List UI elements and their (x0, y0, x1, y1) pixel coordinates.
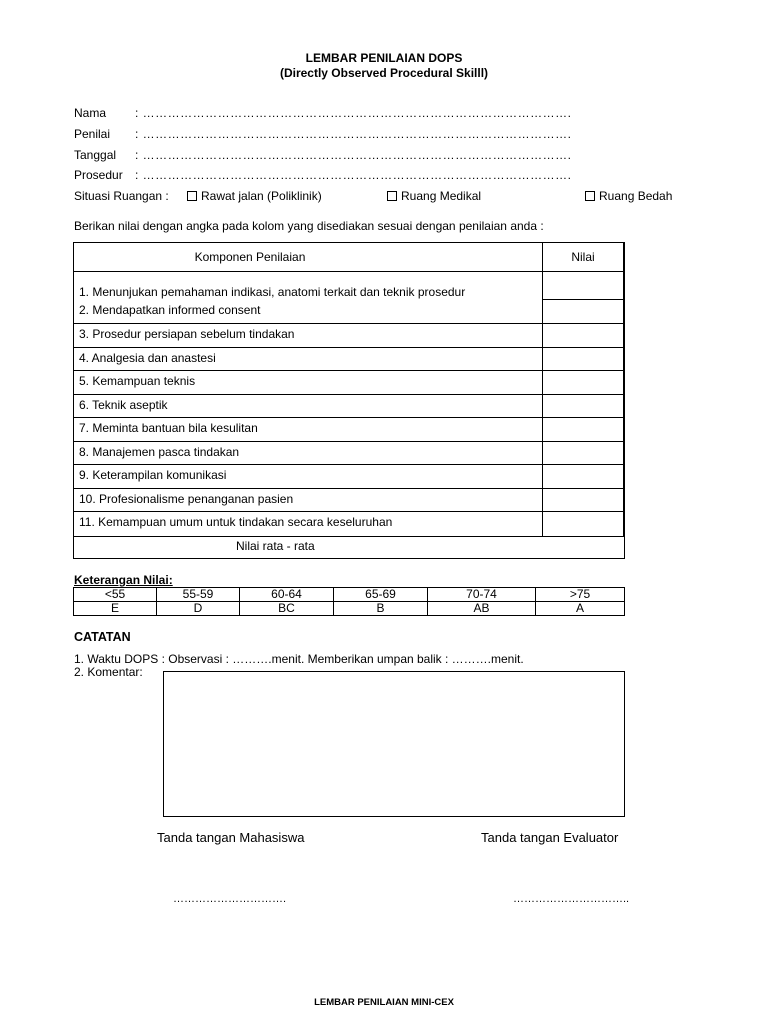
range-cell: 60-64 (240, 588, 334, 602)
row-divider (74, 417, 623, 418)
row-divider (74, 536, 623, 537)
header-component: Komponen Penilaian (194, 250, 306, 264)
option-ruang-bedah[interactable] (585, 189, 672, 203)
comment-box[interactable] (163, 671, 625, 817)
row-divider (74, 488, 623, 489)
evaluator-signature-label: Tanda tangan Evaluator (481, 830, 619, 845)
grade-cell: BC (240, 602, 334, 616)
option-rawat-jalan-label: Rawat jalan (Poliklinik) (201, 189, 322, 203)
range-cell: 55-59 (157, 588, 240, 602)
row-divider (74, 441, 623, 442)
row-divider (74, 323, 623, 324)
grading-label: Keterangan Nilai: (74, 573, 173, 587)
grade-cell: B (334, 602, 428, 616)
item-6: 6. Teknik aseptik (79, 398, 168, 412)
score-divider (542, 299, 623, 300)
penilai-label: Penilai (74, 127, 111, 141)
grade-cell: D (157, 602, 240, 616)
notes-item-1: 1. Waktu DOPS : Observasi : ……….menit. Memberikan umpan balik : ……….menit. (74, 652, 524, 666)
form-subtitle: (Directly Observed Procedural Skilll) (279, 66, 489, 80)
range-cell: 70-74 (428, 588, 536, 602)
item-5: 5. Kemampuan teknis (79, 374, 196, 388)
grading-ranges-row (74, 588, 625, 602)
score-column-right-divider (623, 243, 624, 537)
footer-text: LEMBAR PENILAIAN MINI-CEX (314, 997, 454, 1008)
tanggal-field[interactable]: : …………………………………………………………………………………………. (135, 148, 572, 162)
item-10: 10. Profesionalisme penanganan pasien (79, 492, 294, 506)
option-ruang-bedah-label: Ruang Bedah (599, 189, 673, 203)
notes-item-2: 2. Komentar: (74, 665, 143, 679)
instruction-text: Berikan nilai dengan angka pada kolom yang disediakan sesuai dengan penilaian anda : (74, 219, 544, 233)
assessment-table (73, 242, 625, 559)
grading-table (73, 587, 625, 616)
grade-cell: E (74, 602, 157, 616)
form-title: LEMBAR PENILAIAN DOPS (305, 51, 463, 65)
item-4: 4. Analgesia dan anastesi (79, 351, 216, 365)
option-ruang-medikal[interactable] (387, 189, 481, 203)
item-9: 9. Keterampilan komunikasi (79, 468, 227, 482)
row-divider (74, 511, 623, 512)
item-2: 2. Mendapatkan informed consent (79, 303, 261, 317)
score-column-divider (542, 243, 543, 537)
nama-field[interactable]: : …………………………………………………………………………………………. (135, 106, 572, 120)
item-11: 11. Kemampuan umum untuk tindakan secara keseluruhan (79, 515, 393, 529)
checkbox-icon[interactable] (387, 191, 397, 201)
situasi-label: Situasi Ruangan : (74, 189, 169, 203)
student-signature-label: Tanda tangan Mahasiswa (157, 830, 305, 845)
row-divider (74, 394, 623, 395)
range-cell: <55 (74, 588, 157, 602)
penilai-field[interactable]: : …………………………………………………………………………………………. (135, 127, 572, 141)
tanggal-label: Tanggal (74, 148, 117, 162)
item-3: 3. Prosedur persiapan sebelum tindakan (79, 327, 295, 341)
row-divider (74, 370, 623, 371)
header-score: Nilai (571, 250, 595, 264)
nama-label: Nama (74, 106, 107, 120)
range-cell: 65-69 (334, 588, 428, 602)
option-rawat-jalan[interactable] (187, 189, 322, 203)
option-ruang-medikal-label: Ruang Medikal (401, 189, 482, 203)
evaluator-signature-line[interactable]: ………………………….. (513, 893, 630, 905)
item-8: 8. Manajemen pasca tindakan (79, 445, 240, 459)
header-divider (74, 271, 623, 272)
prosedur-label: Prosedur (74, 168, 123, 182)
item-7: 7. Meminta bantuan bila kesulitan (79, 421, 258, 435)
checkbox-icon[interactable] (187, 191, 197, 201)
prosedur-field[interactable]: : …………………………………………………………………………………………. (135, 168, 572, 182)
average-label: Nilai rata - rata (236, 539, 315, 553)
row-divider (74, 347, 623, 348)
grading-grades-row (74, 602, 625, 616)
checkbox-icon[interactable] (585, 191, 595, 201)
row-divider (74, 464, 623, 465)
grade-cell: A (536, 602, 625, 616)
grade-cell: AB (428, 602, 536, 616)
range-cell: >75 (536, 588, 625, 602)
notes-heading: CATATAN (74, 630, 131, 644)
item-1: 1. Menunjukan pemahaman indikasi, anatomi terkait dan teknik prosedur (79, 285, 466, 299)
student-signature-line[interactable]: …………………………. (173, 893, 287, 905)
